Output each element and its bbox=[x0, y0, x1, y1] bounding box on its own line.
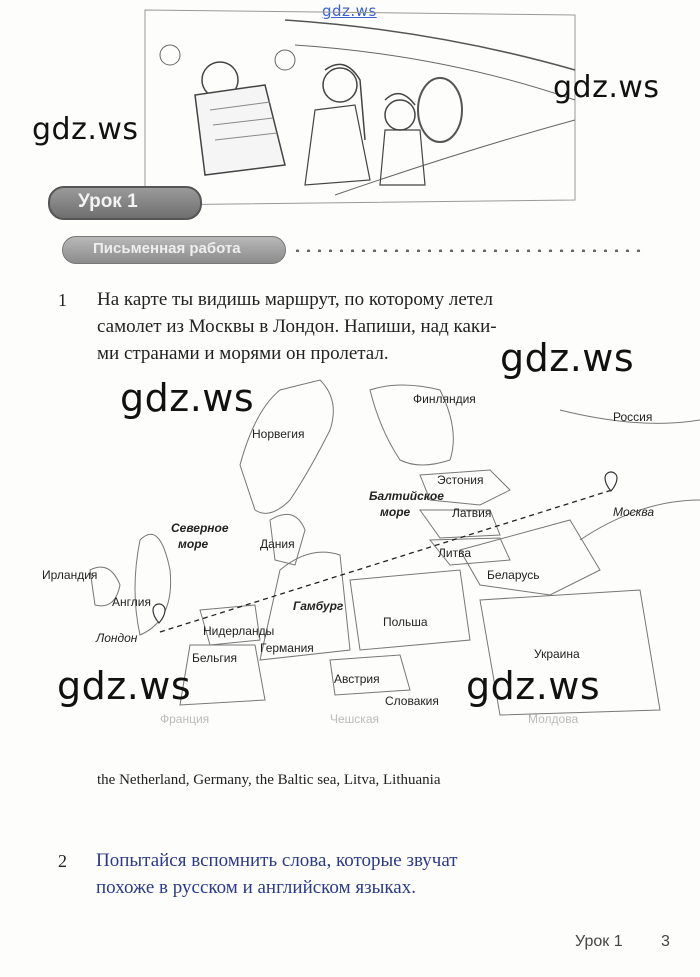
task2-text bbox=[96, 847, 458, 901]
map-label-hamburg: Гамбург bbox=[293, 599, 344, 613]
map-label-france: Франция bbox=[160, 712, 210, 726]
map-label-ukraine: Украина bbox=[534, 647, 580, 661]
map-label-denmark: Дания bbox=[260, 537, 295, 551]
map-label-czech: Чешская bbox=[330, 712, 379, 726]
task1-answer: the Netherland, Germany, the Baltic sea, Litva, Lithuania bbox=[97, 772, 441, 788]
map-label-north-sea-1: Северное bbox=[171, 521, 229, 535]
map-label-finland: Финляндия bbox=[413, 392, 476, 406]
lesson-badge bbox=[48, 186, 202, 220]
watermark[interactable]: gdz.ws bbox=[500, 336, 635, 380]
map-label-ireland: Ирландия bbox=[42, 568, 98, 582]
section-badge bbox=[62, 236, 286, 264]
map-label-baltic-sea-1: Балтийское bbox=[369, 489, 444, 503]
map-label-baltic-sea-2: море bbox=[380, 505, 411, 519]
task2-line-1: Попытайся вспомнить слова, которые звучат bbox=[96, 850, 458, 871]
airplane-cabin-illustration bbox=[135, 0, 585, 215]
map-label-moscow: Москва bbox=[613, 505, 655, 519]
footer-lesson: Урок 1 bbox=[575, 933, 623, 950]
map-label-austria: Австрия bbox=[334, 672, 380, 686]
map-label-belarus: Беларусь bbox=[487, 568, 540, 582]
map-label-russia: Россия bbox=[613, 410, 653, 424]
map-label-slovakia: Словакия bbox=[385, 694, 439, 708]
task1-line-1: На карте ты видишь маршрут, по которому летел bbox=[97, 289, 493, 310]
section-badge-label: Письменная работа bbox=[93, 240, 241, 257]
map-label-latvia: Латвия bbox=[452, 506, 492, 520]
london-pin-icon bbox=[153, 604, 165, 623]
map-label-moldova: Молдова bbox=[528, 712, 579, 726]
map-label-belgium: Бельгия bbox=[192, 651, 237, 665]
map-label-london: Лондон bbox=[96, 631, 138, 645]
map-label-england: Англия bbox=[112, 595, 151, 609]
task1-line-2: самолет из Москвы в Лондон. Напиши, над каки- bbox=[97, 316, 497, 337]
map-label-germany: Германия bbox=[260, 641, 314, 655]
map-label-lithuania: Литва bbox=[438, 546, 471, 560]
watermark[interactable]: gdz.ws bbox=[32, 112, 139, 147]
watermark[interactable]: gdz.ws bbox=[57, 664, 192, 708]
watermark[interactable]: gdz.ws bbox=[553, 70, 660, 105]
map-label-poland: Польша bbox=[383, 615, 428, 629]
dotted-divider bbox=[292, 249, 642, 252]
watermark[interactable]: gdz.ws bbox=[120, 376, 255, 420]
task1-line-3: ми странами и морями он пролетал. bbox=[97, 343, 389, 364]
map-label-estonia: Эстония bbox=[437, 473, 484, 487]
map-label-norway: Норвегия bbox=[252, 427, 305, 441]
map-label-netherlands: Нидерланды bbox=[203, 624, 275, 638]
task2-number: 2 bbox=[58, 851, 67, 871]
watermark-top[interactable]: gdz.ws bbox=[322, 2, 377, 20]
lesson-badge-label: Урок 1 bbox=[78, 191, 138, 212]
page-number: 3 bbox=[661, 933, 670, 950]
task1-number: 1 bbox=[58, 290, 67, 310]
moscow-pin-icon bbox=[605, 472, 617, 491]
task2-line-2: похоже в русском и английском языках. bbox=[96, 877, 416, 898]
map-label-north-sea-2: море bbox=[178, 537, 209, 551]
watermark[interactable]: gdz.ws bbox=[466, 664, 601, 708]
